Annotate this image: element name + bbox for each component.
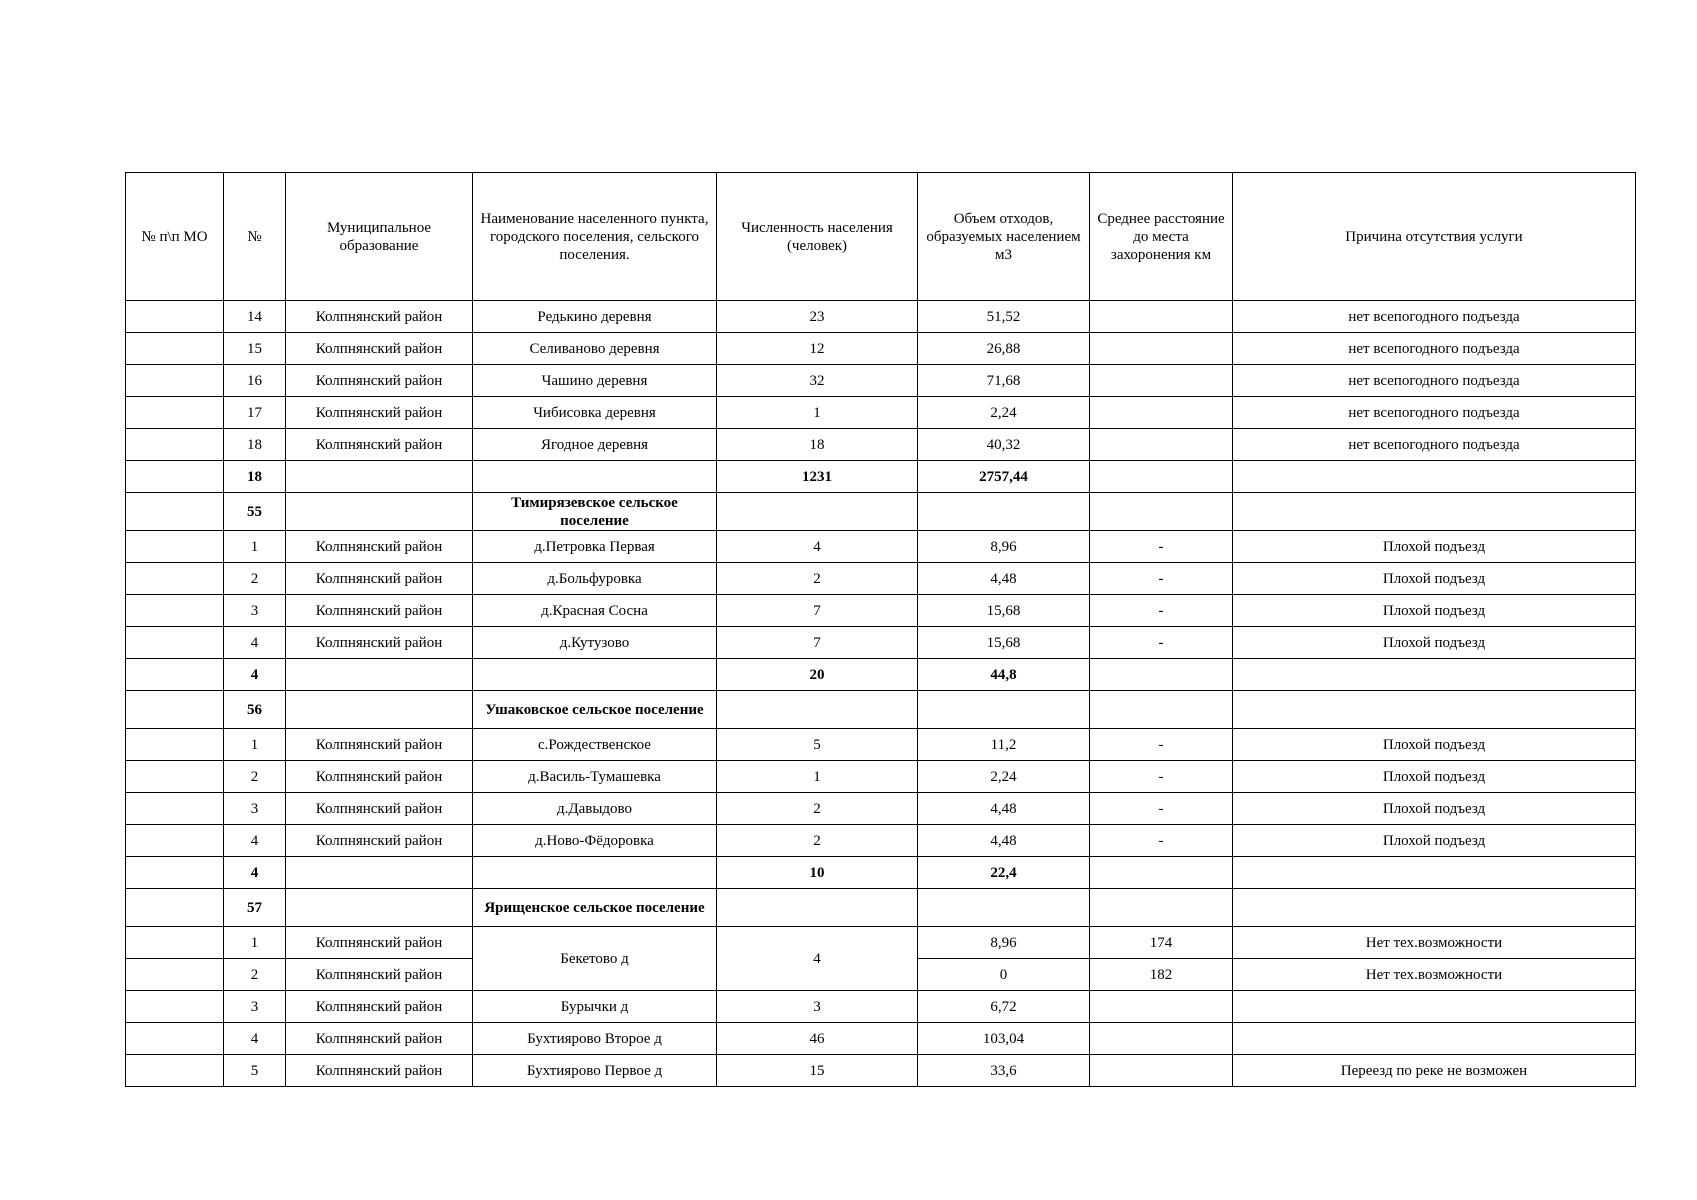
- mo-num-cell: [126, 627, 224, 659]
- table-row: [126, 627, 1636, 659]
- population-cell: 5: [717, 729, 918, 761]
- population-cell: [717, 691, 918, 729]
- num-cell: 55: [224, 493, 286, 531]
- waste-volume-cell: 6,72: [918, 991, 1090, 1023]
- reason-cell: [1233, 857, 1636, 889]
- document-page: [125, 172, 1636, 1087]
- waste-volume-cell: 2,24: [918, 397, 1090, 429]
- section-header-row: [126, 691, 1636, 729]
- population-cell: 3: [717, 991, 918, 1023]
- municipality-cell: Колпнянский район: [286, 761, 473, 793]
- settlement-cell: Бухтиярово Первое д: [473, 1055, 717, 1087]
- settlement-cell: д.Красная Сосна: [473, 595, 717, 627]
- mo-num-cell: [126, 927, 224, 959]
- table-row: [126, 825, 1636, 857]
- settlement-cell: Ягодное деревня: [473, 429, 717, 461]
- header-distance: Среднее расстояние до места захоронения км: [1090, 173, 1233, 301]
- population-cell: [717, 889, 918, 927]
- municipality-cell: [286, 691, 473, 729]
- num-cell: 2: [224, 959, 286, 991]
- reason-cell: нет всепогодного подъезда: [1233, 429, 1636, 461]
- settlement-cell: Селиваново деревня: [473, 333, 717, 365]
- settlement-cell: [473, 659, 717, 691]
- table-row: [126, 927, 1636, 959]
- population-cell: 12: [717, 333, 918, 365]
- municipality-cell: Колпнянский район: [286, 333, 473, 365]
- waste-volume-cell: 33,6: [918, 1055, 1090, 1087]
- table-row: [126, 333, 1636, 365]
- waste-volume-cell: 51,52: [918, 301, 1090, 333]
- reason-cell: Плохой подъезд: [1233, 563, 1636, 595]
- num-cell: 1: [224, 927, 286, 959]
- settlement-cell: д.Петровка Первая: [473, 531, 717, 563]
- population-cell: 4: [717, 531, 918, 563]
- reason-cell: [1233, 991, 1636, 1023]
- municipality-cell: Колпнянский район: [286, 729, 473, 761]
- mo-num-cell: [126, 793, 224, 825]
- reason-cell: [1233, 493, 1636, 531]
- table-row: [126, 761, 1636, 793]
- waste-volume-cell: 15,68: [918, 627, 1090, 659]
- mo-num-cell: [126, 397, 224, 429]
- reason-cell: нет всепогодного подъезда: [1233, 397, 1636, 429]
- distance-cell: [1090, 1023, 1233, 1055]
- waste-volume-cell: 4,48: [918, 793, 1090, 825]
- waste-volume-cell: 40,32: [918, 429, 1090, 461]
- table-row: [126, 531, 1636, 563]
- waste-volume-cell: [918, 493, 1090, 531]
- num-cell: 1: [224, 531, 286, 563]
- population-cell: 1: [717, 397, 918, 429]
- table-row: [126, 301, 1636, 333]
- waste-volume-cell: 2757,44: [918, 461, 1090, 493]
- distance-cell: [1090, 857, 1233, 889]
- reason-cell: Нет тех.возможности: [1233, 927, 1636, 959]
- mo-num-cell: [126, 1023, 224, 1055]
- municipality-cell: Колпнянский район: [286, 301, 473, 333]
- waste-volume-cell: 15,68: [918, 595, 1090, 627]
- table-row: [126, 595, 1636, 627]
- waste-volume-cell: 8,96: [918, 531, 1090, 563]
- distance-cell: [1090, 889, 1233, 927]
- mo-num-cell: [126, 301, 224, 333]
- municipality-cell: Колпнянский район: [286, 627, 473, 659]
- municipality-cell: Колпнянский район: [286, 1055, 473, 1087]
- mo-num-cell: [126, 659, 224, 691]
- distance-cell: -: [1090, 729, 1233, 761]
- municipality-cell: [286, 461, 473, 493]
- municipality-cell: Колпнянский район: [286, 927, 473, 959]
- distance-cell: [1090, 659, 1233, 691]
- num-cell: 4: [224, 627, 286, 659]
- waste-volume-cell: [918, 691, 1090, 729]
- waste-volume-cell: 4,48: [918, 825, 1090, 857]
- distance-cell: [1090, 365, 1233, 397]
- reason-cell: нет всепогодного подъезда: [1233, 301, 1636, 333]
- distance-cell: [1090, 301, 1233, 333]
- mo-num-cell: [126, 889, 224, 927]
- settlement-cell: д.Василь-Тумашевка: [473, 761, 717, 793]
- table-row: [126, 365, 1636, 397]
- num-cell: 4: [224, 659, 286, 691]
- settlement-cell: Ушаковское сельское поселение: [473, 691, 717, 729]
- population-cell: 2: [717, 563, 918, 595]
- table-row: [126, 397, 1636, 429]
- waste-volume-cell: 22,4: [918, 857, 1090, 889]
- section-header-row: [126, 889, 1636, 927]
- mo-num-cell: [126, 595, 224, 627]
- table-row: [126, 793, 1636, 825]
- waste-volume-cell: 2,24: [918, 761, 1090, 793]
- waste-volume-cell: 103,04: [918, 1023, 1090, 1055]
- num-cell: 4: [224, 857, 286, 889]
- mo-num-cell: [126, 959, 224, 991]
- num-cell: 3: [224, 991, 286, 1023]
- distance-cell: [1090, 397, 1233, 429]
- mo-num-cell: [126, 729, 224, 761]
- reason-cell: [1233, 889, 1636, 927]
- distance-cell: -: [1090, 793, 1233, 825]
- reason-cell: Плохой подъезд: [1233, 825, 1636, 857]
- header-num: №: [224, 173, 286, 301]
- municipality-cell: Колпнянский район: [286, 563, 473, 595]
- distance-cell: [1090, 493, 1233, 531]
- population-cell: 1: [717, 761, 918, 793]
- municipality-cell: Колпнянский район: [286, 991, 473, 1023]
- distance-cell: -: [1090, 825, 1233, 857]
- municipality-cell: [286, 889, 473, 927]
- municipality-cell: Колпнянский район: [286, 397, 473, 429]
- settlement-cell: Чашино деревня: [473, 365, 717, 397]
- distance-cell: 174: [1090, 927, 1233, 959]
- subtotal-row: [126, 461, 1636, 493]
- reason-cell: Переезд по реке не возможен: [1233, 1055, 1636, 1087]
- reason-cell: Плохой подъезд: [1233, 793, 1636, 825]
- waste-volume-cell: 26,88: [918, 333, 1090, 365]
- mo-num-cell: [126, 531, 224, 563]
- waste-table: [125, 172, 1636, 1087]
- municipality-cell: Колпнянский район: [286, 595, 473, 627]
- num-cell: 4: [224, 1023, 286, 1055]
- municipality-cell: [286, 659, 473, 691]
- mo-num-cell: [126, 429, 224, 461]
- population-cell: 10: [717, 857, 918, 889]
- distance-cell: [1090, 1055, 1233, 1087]
- distance-cell: [1090, 429, 1233, 461]
- population-cell: 32: [717, 365, 918, 397]
- settlement-cell: с.Рождественское: [473, 729, 717, 761]
- municipality-cell: Колпнянский район: [286, 429, 473, 461]
- header-waste-volume: Объем отходов, образуемых населением м3: [918, 173, 1090, 301]
- num-cell: 3: [224, 595, 286, 627]
- waste-volume-cell: 44,8: [918, 659, 1090, 691]
- reason-cell: [1233, 659, 1636, 691]
- settlement-cell: д.Давыдово: [473, 793, 717, 825]
- reason-cell: [1233, 1023, 1636, 1055]
- num-cell: 2: [224, 761, 286, 793]
- section-header-row: [126, 493, 1636, 531]
- table-row: [126, 991, 1636, 1023]
- waste-volume-cell: 0: [918, 959, 1090, 991]
- municipality-cell: [286, 857, 473, 889]
- settlement-cell: д.Больфуровка: [473, 563, 717, 595]
- mo-num-cell: [126, 461, 224, 493]
- settlement-cell: Чибисовка деревня: [473, 397, 717, 429]
- reason-cell: [1233, 691, 1636, 729]
- num-cell: 18: [224, 461, 286, 493]
- header-reason: Причина отсутствия услуги: [1233, 173, 1636, 301]
- reason-cell: нет всепогодного подъезда: [1233, 333, 1636, 365]
- settlement-cell: [473, 857, 717, 889]
- municipality-cell: Колпнянский район: [286, 793, 473, 825]
- population-cell: 20: [717, 659, 918, 691]
- num-cell: 57: [224, 889, 286, 927]
- table-row: [126, 563, 1636, 595]
- reason-cell: нет всепогодного подъезда: [1233, 365, 1636, 397]
- mo-num-cell: [126, 365, 224, 397]
- settlement-cell: д.Ново-Фёдоровка: [473, 825, 717, 857]
- municipality-cell: Колпнянский район: [286, 825, 473, 857]
- num-cell: 14: [224, 301, 286, 333]
- reason-cell: Плохой подъезд: [1233, 595, 1636, 627]
- municipality-cell: Колпнянский район: [286, 531, 473, 563]
- municipality-cell: Колпнянский район: [286, 959, 473, 991]
- settlement-cell: Бурычки д: [473, 991, 717, 1023]
- subtotal-row: [126, 857, 1636, 889]
- mo-num-cell: [126, 333, 224, 365]
- reason-cell: Нет тех.возможности: [1233, 959, 1636, 991]
- waste-volume-cell: 4,48: [918, 563, 1090, 595]
- settlement-cell: д.Кутузово: [473, 627, 717, 659]
- table-row: [126, 429, 1636, 461]
- mo-num-cell: [126, 493, 224, 531]
- population-cell: 2: [717, 793, 918, 825]
- population-cell: 7: [717, 627, 918, 659]
- municipality-cell: [286, 493, 473, 531]
- mo-num-cell: [126, 563, 224, 595]
- population-cell: 15: [717, 1055, 918, 1087]
- num-cell: 56: [224, 691, 286, 729]
- num-cell: 2: [224, 563, 286, 595]
- population-cell: 2: [717, 825, 918, 857]
- reason-cell: Плохой подъезд: [1233, 627, 1636, 659]
- population-cell: 46: [717, 1023, 918, 1055]
- settlement-cell: Редькино деревня: [473, 301, 717, 333]
- settlement-cell: Тимирязевское сельское поселение: [473, 493, 717, 531]
- header-municipality: Муниципальное образование: [286, 173, 473, 301]
- distance-cell: -: [1090, 595, 1233, 627]
- settlement-cell: Ярищенское сельское поселение: [473, 889, 717, 927]
- num-cell: 16: [224, 365, 286, 397]
- settlement-cell: Бекетово д: [473, 927, 717, 991]
- settlement-cell: [473, 461, 717, 493]
- mo-num-cell: [126, 761, 224, 793]
- distance-cell: [1090, 461, 1233, 493]
- header-settlement: Наименование населенного пункта, городского поселения, сельского поселения.: [473, 173, 717, 301]
- reason-cell: [1233, 461, 1636, 493]
- mo-num-cell: [126, 825, 224, 857]
- num-cell: 3: [224, 793, 286, 825]
- distance-cell: -: [1090, 531, 1233, 563]
- table-header-row: [126, 173, 1636, 301]
- population-cell: 4: [717, 927, 918, 991]
- distance-cell: [1090, 333, 1233, 365]
- reason-cell: Плохой подъезд: [1233, 531, 1636, 563]
- header-mo-num: № п\п МО: [126, 173, 224, 301]
- mo-num-cell: [126, 1055, 224, 1087]
- mo-num-cell: [126, 691, 224, 729]
- mo-num-cell: [126, 991, 224, 1023]
- table-row: [126, 1023, 1636, 1055]
- header-population: Численность населения (человек): [717, 173, 918, 301]
- settlement-cell: Бухтиярово Второе д: [473, 1023, 717, 1055]
- municipality-cell: Колпнянский район: [286, 365, 473, 397]
- waste-volume-cell: 71,68: [918, 365, 1090, 397]
- table-row: [126, 729, 1636, 761]
- distance-cell: -: [1090, 761, 1233, 793]
- waste-volume-cell: 8,96: [918, 927, 1090, 959]
- population-cell: 7: [717, 595, 918, 627]
- waste-volume-cell: [918, 889, 1090, 927]
- distance-cell: 182: [1090, 959, 1233, 991]
- municipality-cell: Колпнянский район: [286, 1023, 473, 1055]
- distance-cell: [1090, 691, 1233, 729]
- table-row: [126, 1055, 1636, 1087]
- population-cell: 23: [717, 301, 918, 333]
- num-cell: 4: [224, 825, 286, 857]
- reason-cell: Плохой подъезд: [1233, 761, 1636, 793]
- num-cell: 18: [224, 429, 286, 461]
- reason-cell: Плохой подъезд: [1233, 729, 1636, 761]
- mo-num-cell: [126, 857, 224, 889]
- distance-cell: -: [1090, 563, 1233, 595]
- num-cell: 5: [224, 1055, 286, 1087]
- distance-cell: -: [1090, 627, 1233, 659]
- waste-volume-cell: 11,2: [918, 729, 1090, 761]
- subtotal-row: [126, 659, 1636, 691]
- distance-cell: [1090, 991, 1233, 1023]
- population-cell: 1231: [717, 461, 918, 493]
- population-cell: 18: [717, 429, 918, 461]
- population-cell: [717, 493, 918, 531]
- num-cell: 17: [224, 397, 286, 429]
- num-cell: 15: [224, 333, 286, 365]
- num-cell: 1: [224, 729, 286, 761]
